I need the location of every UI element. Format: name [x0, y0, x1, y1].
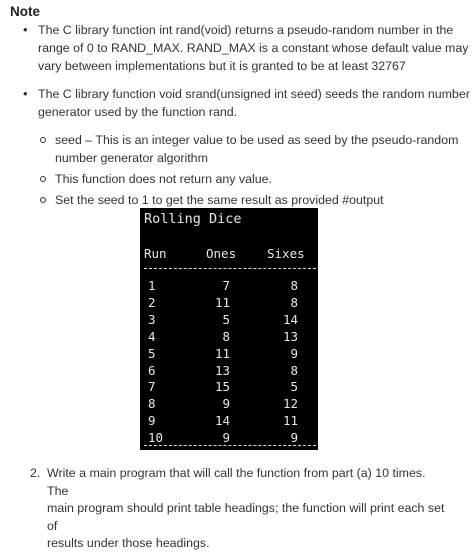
bullet-line: generator used by the function rand. [38, 105, 238, 119]
cell-sixes: 8 [290, 362, 298, 378]
cell-sixes: 8 [290, 278, 298, 293]
header-run: Run [144, 246, 167, 261]
cell-ones: 7 [222, 278, 230, 293]
terminal-title: Rolling Dice [144, 211, 242, 227]
part2-line: main program should print table headings; the function will print each set of [47, 501, 445, 533]
cell-run: 6 [148, 362, 156, 378]
sub-bullet-seed [55, 131, 458, 167]
cell-ones: 9 [222, 430, 230, 446]
cell-ones: 15 [214, 379, 230, 395]
circle-bullet-icon [40, 137, 46, 143]
terminal-output [140, 208, 318, 450]
bullet-srand [23, 85, 470, 121]
sub-bullet-line: Set the seed to 1 to get the same result as provided #output [55, 193, 384, 207]
list-number: 2. [30, 466, 41, 480]
bullet-line: The C library function void srand(unsigned int seed) seeds the random number [38, 87, 470, 101]
sub-bullet-seed-one [55, 191, 384, 209]
cell-ones: 11 [214, 345, 230, 361]
cell-run: 7 [148, 379, 156, 395]
cell-sixes: 12 [282, 396, 298, 412]
sub-bullet-line: seed – This is an integer value to be used as seed by the pseudo-random [55, 133, 459, 147]
bullet-rand [23, 21, 469, 75]
sub-bullet-line: This function does not return any value. [55, 172, 272, 186]
cell-ones: 11 [214, 294, 230, 310]
cell-sixes: 9 [290, 430, 298, 446]
part2-line: Write a main program that will call the function from part (a) 10 times. The [47, 466, 426, 498]
cell-run: 4 [148, 328, 156, 344]
cell-ones: 13 [214, 362, 230, 378]
dashed-separator-top [144, 268, 316, 269]
cell-run: 3 [148, 311, 156, 327]
cell-sixes: 11 [282, 413, 298, 429]
bullet-line: The C library function int rand(void) returns a pseudo-random number in the [38, 23, 454, 37]
sub-bullet-line: number generator algorithm [55, 151, 208, 165]
note-title: Note [10, 4, 40, 19]
cell-run: 1 [148, 278, 156, 293]
cell-ones: 14 [214, 413, 230, 429]
circle-bullet-icon [40, 197, 46, 203]
cell-ones: 8 [222, 328, 230, 344]
cell-sixes: 13 [282, 328, 298, 344]
cell-ones: 9 [222, 396, 230, 412]
cell-sixes: 8 [290, 294, 298, 310]
cell-sixes: 5 [290, 379, 298, 395]
cell-sixes: 14 [282, 311, 298, 327]
sub-bullet-return [55, 170, 272, 188]
bullet-dot-icon: • [23, 86, 28, 101]
cell-run: 10 [148, 430, 164, 446]
circle-bullet-icon [40, 176, 46, 182]
cell-run: 8 [148, 396, 156, 412]
cell-sixes: 9 [290, 345, 298, 361]
bullet-line: range of 0 to RAND_MAX. RAND_MAX is a constant whose default value may [38, 41, 469, 55]
cell-run: 9 [148, 413, 156, 429]
header-sixes: Sixes [267, 246, 305, 261]
header-ones: Ones [206, 246, 237, 261]
cell-ones: 5 [222, 311, 230, 327]
cell-run: 2 [148, 294, 156, 310]
bullet-dot-icon: • [23, 22, 28, 37]
dashed-separator-bottom [144, 445, 316, 446]
cell-run: 5 [148, 345, 156, 361]
bullet-line: vary between implementations but it is granted to be at least 32767 [38, 59, 406, 73]
part2-line: results under those headings. [47, 536, 210, 550]
